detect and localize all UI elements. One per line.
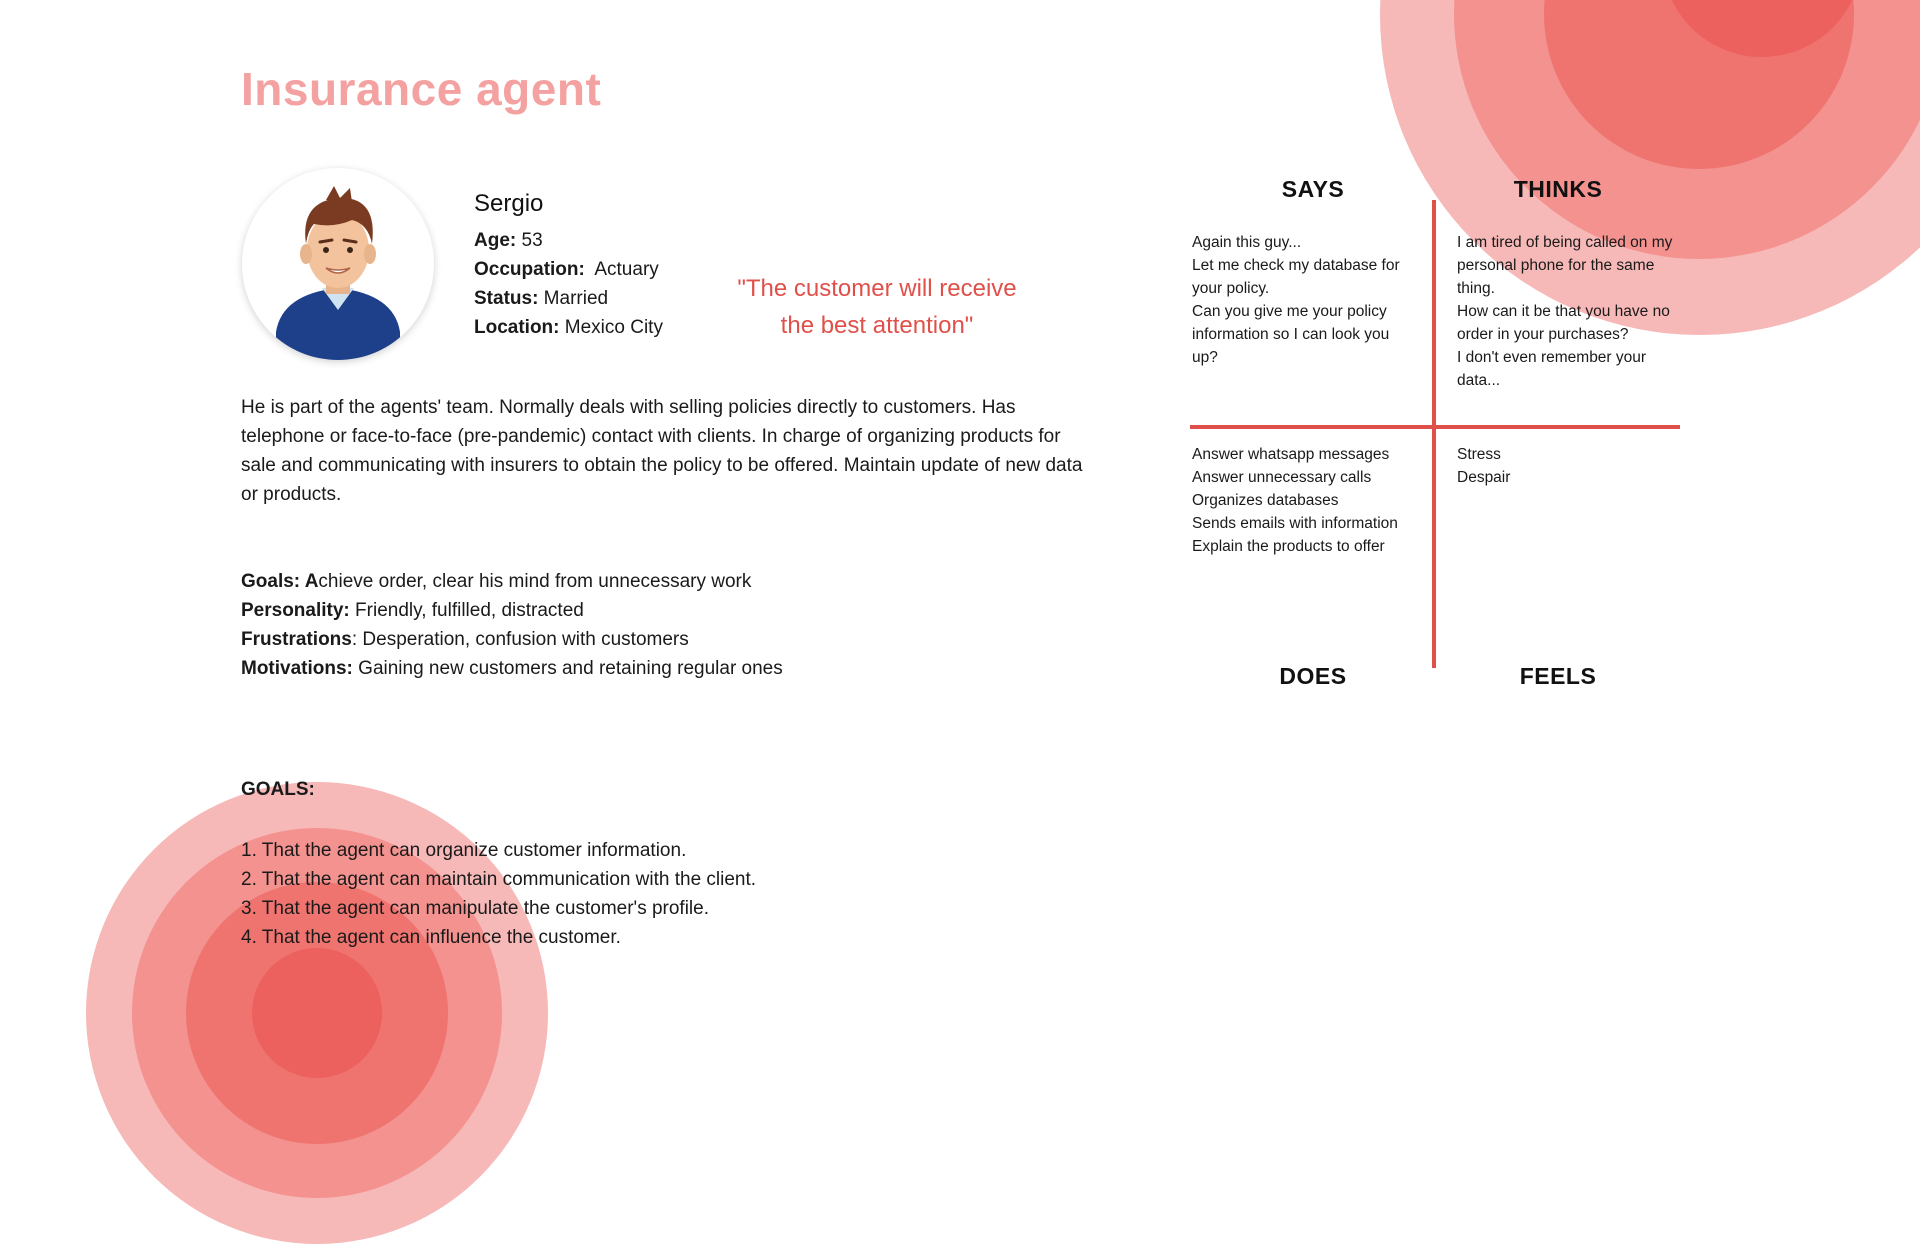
persona-traits: [241, 567, 783, 683]
says-line: your policy.: [1192, 280, 1270, 297]
thinks-line: I am tired of being called on my: [1457, 234, 1673, 251]
goal-item: 1. That the agent can organize customer information.: [241, 840, 687, 861]
goals-heading: GOALS:: [241, 779, 315, 800]
does-line: Explain the products to offer: [1192, 538, 1385, 555]
trait-goals: [241, 567, 783, 596]
man-avatar-icon: [242, 168, 434, 360]
fact-value: Married: [538, 288, 609, 309]
feels-line: Stress: [1457, 446, 1501, 463]
goals-list: [241, 836, 756, 952]
trait-motivations: [241, 654, 783, 683]
thinks-line: I don't even remember your: [1457, 349, 1647, 366]
empathy-map-vertical-divider: [1432, 200, 1436, 668]
decor-circle-bottom-core: [252, 948, 382, 1078]
empathy-does-text: [1192, 443, 1398, 558]
does-line: Sends emails with information: [1192, 515, 1398, 532]
goal-item: 2. That the agent can maintain communication with the client.: [241, 869, 757, 890]
thinks-line: thing.: [1457, 280, 1495, 297]
says-line: information so I can look you: [1192, 326, 1390, 343]
fact-value: 53: [516, 230, 543, 251]
quote-line: "The customer will receive: [737, 275, 1017, 302]
empathy-says-text: [1192, 231, 1400, 369]
does-line: Answer whatsapp messages: [1192, 446, 1390, 463]
trait-label: Frustrations: [241, 629, 352, 650]
thinks-line: How can it be that you have no: [1457, 303, 1670, 320]
trait-value: Gaining new customers and retaining regular ones: [352, 658, 783, 679]
empathy-thinks-heading: THINKS: [1513, 176, 1603, 202]
fact-occupation: [474, 255, 663, 284]
fact-value: Actuary: [584, 259, 659, 280]
quote-line: the best attention": [780, 312, 974, 339]
fact-label: Location:: [474, 317, 560, 338]
thinks-line: data...: [1457, 372, 1501, 389]
thinks-line: personal phone for the same: [1457, 257, 1655, 274]
fact-location: [474, 313, 663, 342]
says-line: Can you give me your policy: [1192, 303, 1387, 320]
empathy-map-horizontal-divider: [1190, 425, 1680, 429]
fact-age: [474, 226, 663, 255]
thinks-line: order in your purchases?: [1457, 326, 1629, 343]
empathy-feels-heading: FEELS: [1519, 663, 1597, 689]
trait-label: Goals: A: [241, 571, 319, 592]
persona-description: He is part of the agents' team. Normally deals with selling policies directly to customers. Has telephone or face-to-face (pre-pandemic) contact with clients. In charge of organizing products for sale and communicating with insurers to obtain the policy to be offered. Maintain update of new data or products.: [241, 397, 1083, 505]
empathy-feels-text: [1457, 443, 1510, 489]
trait-frustrations: [241, 625, 783, 654]
page-title: Insurance agent: [241, 63, 602, 115]
says-line: Let me check my database for: [1192, 257, 1400, 274]
fact-status: [474, 284, 663, 313]
persona-name: Sergio: [474, 190, 544, 217]
empathy-does-heading: DOES: [1279, 663, 1347, 689]
persona-facts: [474, 226, 663, 342]
goal-item: 3. That the agent can manipulate the customer's profile.: [241, 898, 709, 919]
says-line: up?: [1192, 349, 1218, 366]
says-line: Again this guy...: [1192, 234, 1302, 251]
trait-label: Motivations:: [241, 658, 353, 679]
trait-value: Friendly, fulfilled, distracted: [349, 600, 584, 621]
persona-avatar: [242, 168, 434, 360]
does-line: Answer unnecessary calls: [1192, 469, 1372, 486]
goal-item: 4. That the agent can influence the customer.: [241, 927, 621, 948]
empathy-says-heading: SAYS: [1281, 176, 1345, 202]
trait-label: Personality:: [241, 600, 350, 621]
fact-label: Status:: [474, 288, 539, 309]
empathy-thinks-text: [1457, 231, 1672, 392]
trait-value: chieve order, clear his mind from unnecessary work: [318, 571, 752, 592]
trait-value: : Desperation, confusion with customers: [351, 629, 689, 650]
feels-line: Despair: [1457, 469, 1511, 486]
persona-quote: [712, 270, 1042, 344]
fact-label: Age:: [474, 230, 517, 251]
fact-value: Mexico City: [559, 317, 663, 338]
does-line: Organizes databases: [1192, 492, 1339, 509]
trait-personality: [241, 596, 783, 625]
fact-label: Occupation:: [474, 259, 585, 280]
